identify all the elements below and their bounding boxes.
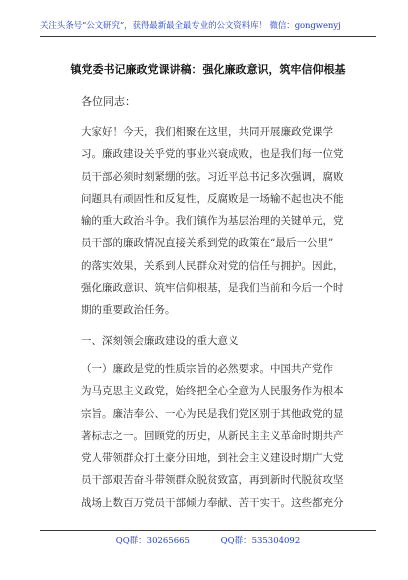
- paragraph-line: 员干部的廉政情况直接关系到党的政策在“最后一公里”: [81, 237, 334, 250]
- paragraph-line: 著标志之一。回顾党的历史，从新民主主义革命时期共产: [81, 429, 344, 442]
- paragraph-line: （一）廉政是党的性质宗旨的必然要求。中国共产党作: [81, 363, 333, 375]
- paragraph-line: 战场上数百万党员干部倾力奉献、苦干实干。这些都充分: [81, 496, 344, 509]
- salutation: 各位同志：: [81, 95, 136, 108]
- paragraph-line: 输的重大政治斗争。我们镇作为基层治理的关键单元，党: [81, 215, 344, 228]
- footer-qq-group-1: QQ群：30265665: [115, 536, 190, 546]
- top-banner-promo: 关注头条号“公文研究”，获得最新最全最专业的公文资料库！ 微信：gongwenyj: [40, 21, 341, 31]
- paragraph-line: 习。廉政建设关乎党的事业兴衰成败，也是我们每一位党: [81, 148, 344, 161]
- document-title: 镇党委书记廉政党课讲稿：强化廉政意识，筑牢信仰根基: [70, 63, 346, 76]
- section-heading: 一、深刻领会廉政建设的重大意义: [81, 335, 239, 347]
- paragraph-line: 期的重要政治任务。: [81, 304, 176, 317]
- section-paragraph: [81, 358, 381, 514]
- paragraph-line: 宗旨。廉洁奉公、一心为民是我们党区别于其他政党的显: [81, 407, 344, 420]
- intro-paragraph: [81, 121, 381, 322]
- paragraph-line: 大家好！今天，我们相聚在这里，共同开展廉政党课学: [81, 126, 333, 138]
- footer-qq-group-2: QQ群：535304092: [220, 536, 301, 546]
- footer-contact: [40, 535, 376, 547]
- paragraph-line: 员干部必须时刻紧绷的弦。习近平总书记多次强调，腐败: [81, 170, 344, 183]
- paragraph-line: 的落实效果，关系到人民群众对党的信任与拥护。因此，: [81, 259, 344, 272]
- paragraph-line: 员干部艰苦奋斗带领群众脱贫致富，再到新时代脱贫攻坚: [81, 474, 344, 487]
- paragraph-line: 为马克思主义政党，始终把全心全意为人民服务作为根本: [81, 385, 344, 398]
- paragraph-line: 党人带领群众打土豪分田地，到社会主义建设时期广大党: [81, 452, 344, 465]
- paragraph-line: 强化廉政意识、筑牢信仰根基，是我们当前和今后一个时: [81, 282, 344, 295]
- header-divider: [40, 36, 376, 37]
- paragraph-line: 问题具有顽固性和反复性，反腐败是一场输不起也决不能: [81, 192, 344, 205]
- footer-divider: [40, 530, 376, 531]
